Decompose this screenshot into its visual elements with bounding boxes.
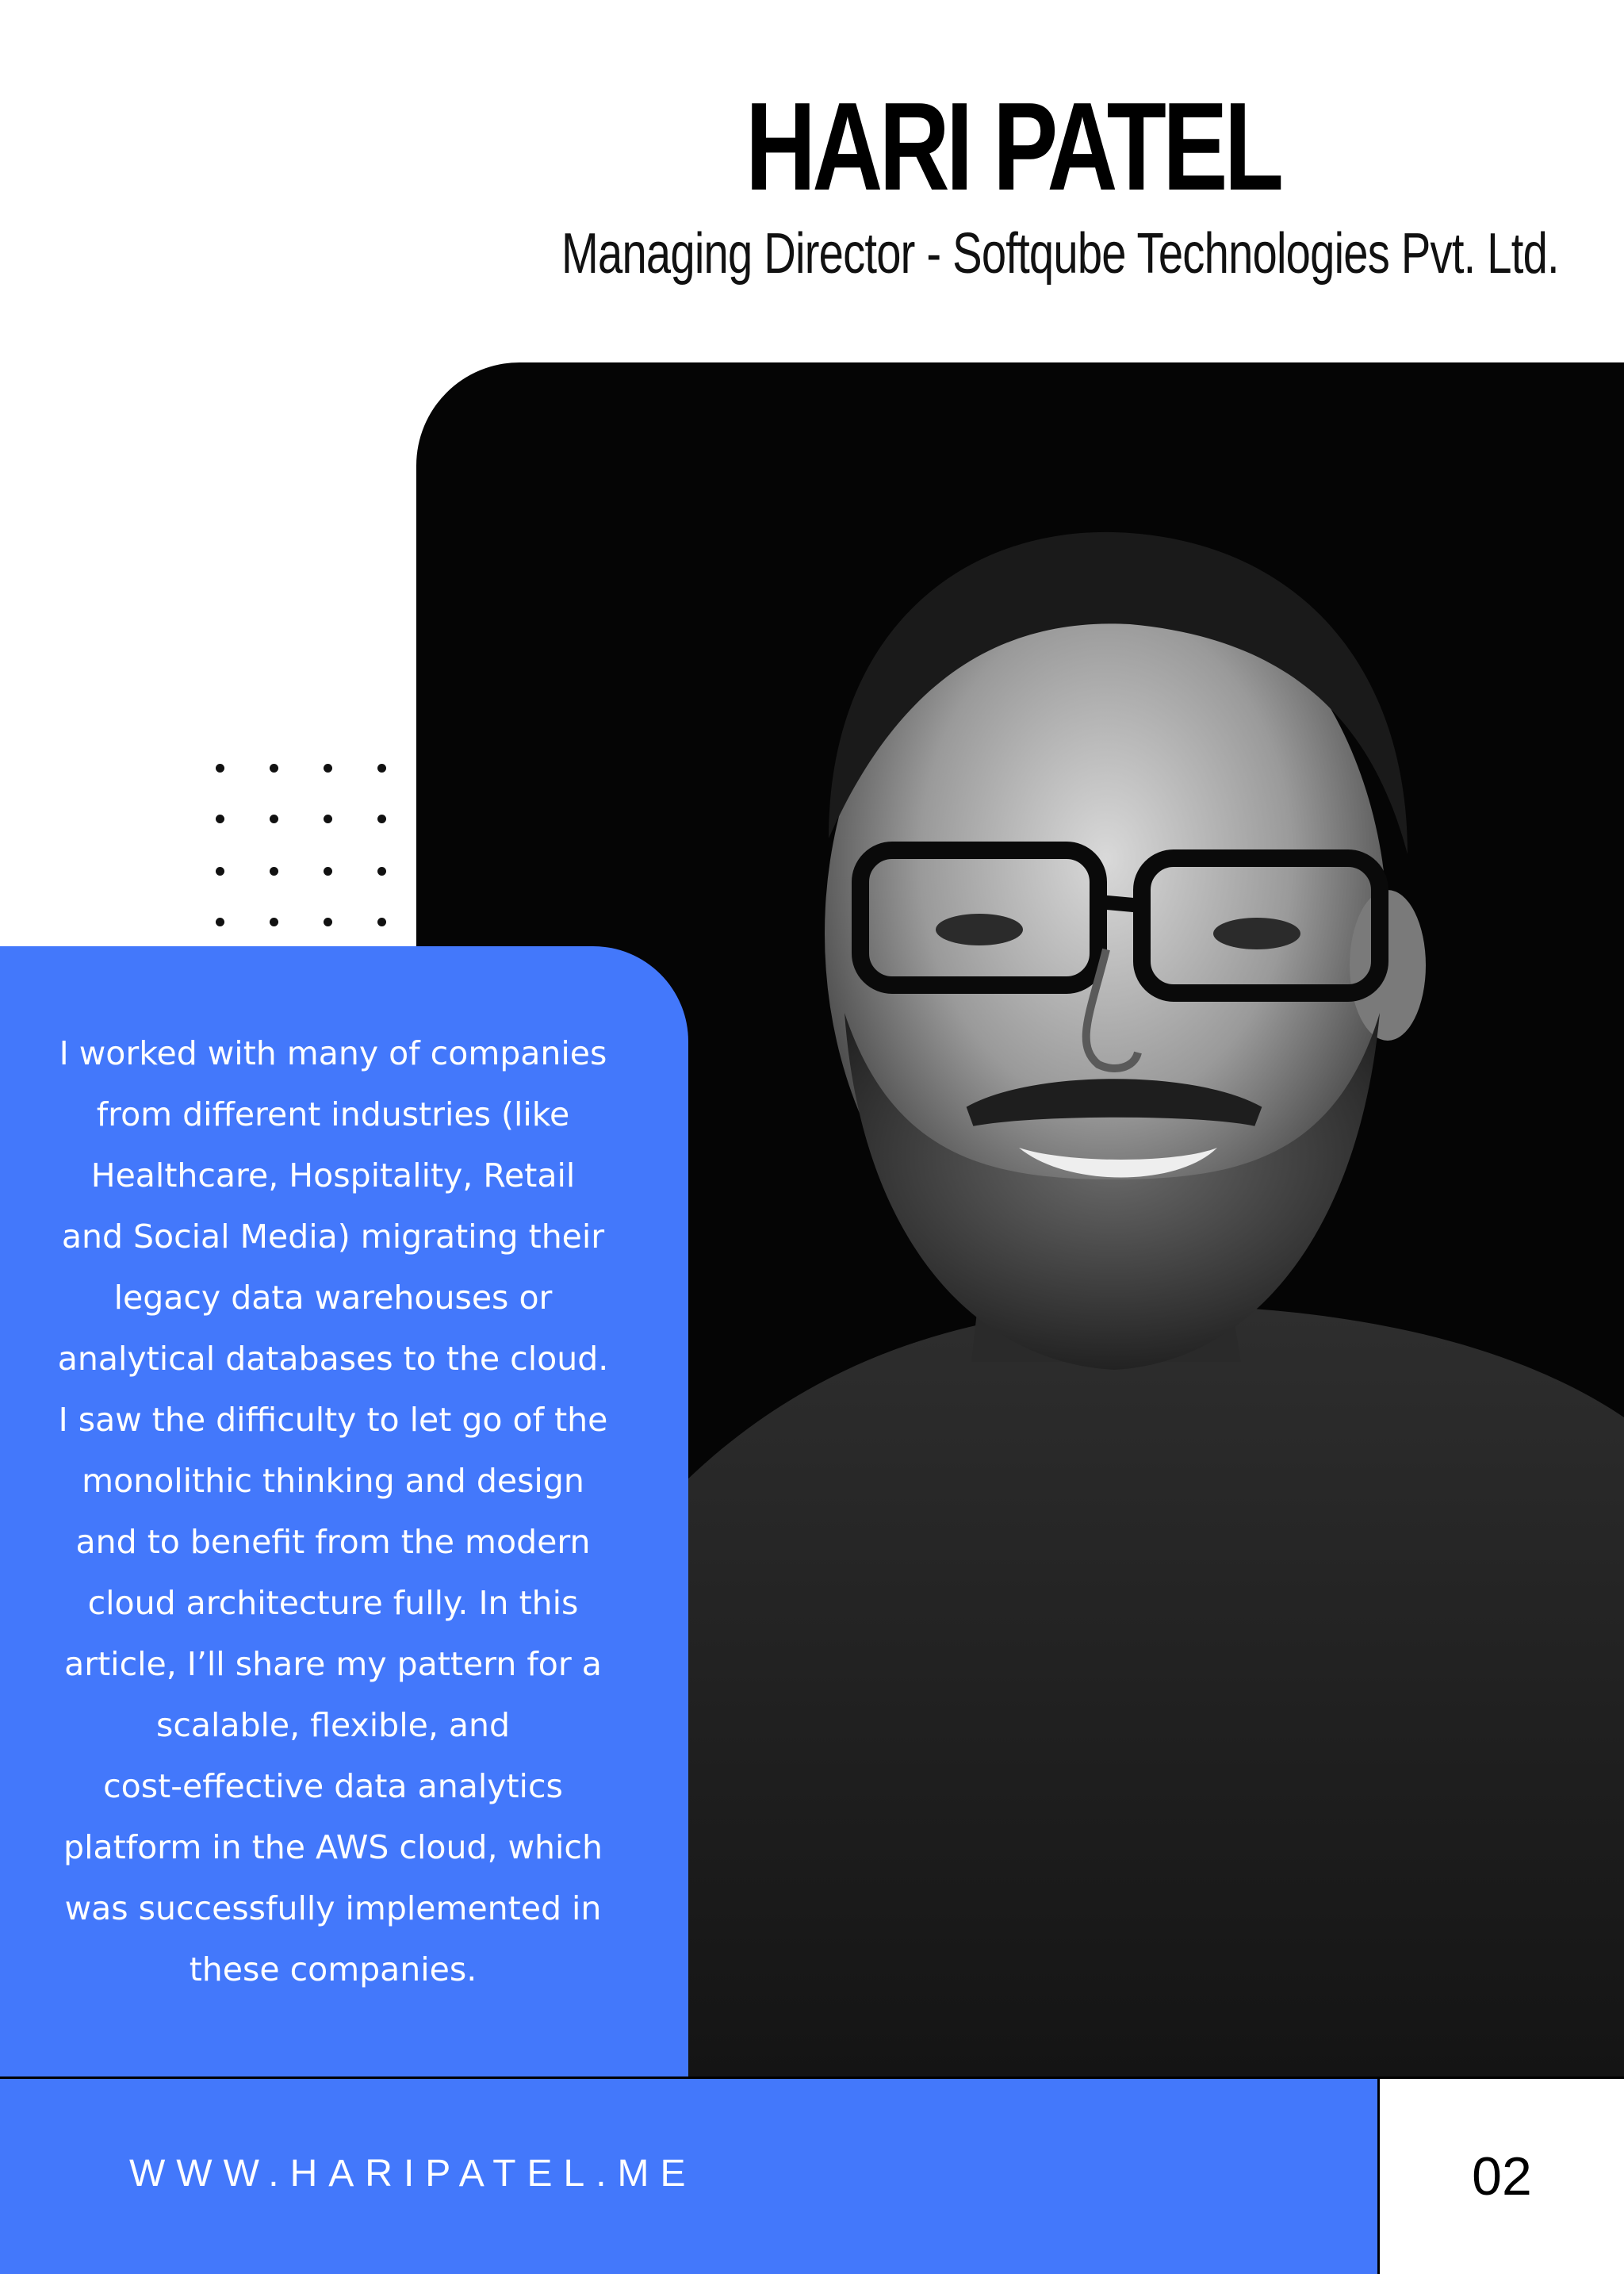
bio-line: platform in the AWS cloud, which [63, 1828, 603, 1866]
job-title: Managing Director - Softqube Technologies Pvt. Ltd. [561, 222, 1559, 286]
dot [270, 764, 278, 773]
bio-line: legacy data warehouses or [113, 1279, 553, 1317]
dot [216, 867, 224, 876]
bio-line: and Social Media) migrating their [61, 1218, 605, 1256]
bio-line: I saw the difficulty to let go of the [58, 1401, 608, 1439]
footer-website-block [0, 2079, 1380, 2274]
bio-line: cloud architecture fully. In this [87, 1584, 579, 1622]
website-link[interactable]: WWW.HARIPATEL.ME [129, 2153, 697, 2195]
bio-line: from different industries (like [96, 1095, 570, 1133]
page-number: 02 [1472, 2146, 1532, 2207]
footer [0, 2077, 1624, 2274]
bio-line: cost-effective data analytics [103, 1767, 563, 1805]
decorative-dot-grid [216, 757, 398, 932]
bio-line: scalable, flexible, and [155, 1706, 511, 1744]
dot [377, 918, 386, 926]
dot [216, 815, 224, 823]
bio-line: article, I’ll share my pattern for a [64, 1645, 602, 1683]
bio-line: these companies. [189, 1950, 477, 1988]
dot [216, 918, 224, 926]
bio-line: Healthcare, Hospitality, Retail [90, 1156, 576, 1195]
bio-line: monolithic thinking and design [82, 1462, 584, 1500]
dot [377, 867, 386, 876]
dot [377, 815, 386, 823]
dot [216, 764, 224, 773]
dot [270, 918, 278, 926]
dot [324, 867, 332, 876]
dot [324, 764, 332, 773]
person-name: HARI PATEL [745, 77, 1281, 217]
bio-line: and to benefit from the modern [75, 1523, 591, 1561]
bio-paragraph [48, 1023, 619, 2000]
dot [377, 764, 386, 773]
bio-line: I worked with many of companies [59, 1034, 607, 1072]
dot [270, 815, 278, 823]
bio-line: analytical databases to the cloud. [57, 1340, 609, 1378]
dot [324, 918, 332, 926]
dot [324, 815, 332, 823]
dot [270, 867, 278, 876]
bio-line: was successfully implemented in [64, 1889, 602, 1927]
